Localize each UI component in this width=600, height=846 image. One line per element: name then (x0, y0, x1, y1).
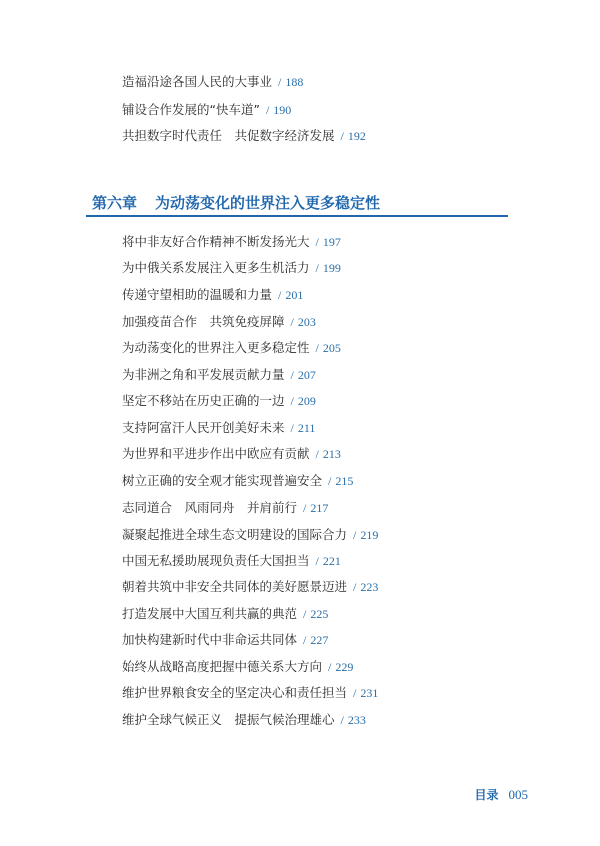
separator: / (328, 474, 332, 488)
toc-entry[interactable] (122, 632, 328, 648)
toc-entry[interactable] (122, 473, 353, 489)
toc-entry-title: 将中非友好合作精神不断发扬光大 (122, 234, 310, 249)
toc-entry-title: 始终从战略高度把握中德关系大方向 (122, 659, 323, 674)
chapter-number: 第六章 (92, 194, 138, 212)
toc-entry-title: 坚定不移站在历史正确的一边 (122, 393, 285, 408)
toc-entry-title: 凝聚起推进全球生态文明建设的国际合力 (122, 527, 348, 542)
separator: / (315, 341, 319, 355)
toc-entry[interactable] (122, 579, 378, 595)
chapter-divider (86, 215, 508, 217)
toc-entry-title: 共担数字时代责任 共促数字经济发展 (122, 128, 335, 143)
toc-entry-page: 227 (310, 633, 329, 647)
toc-entry-page: 190 (273, 103, 292, 117)
toc-entry-page: 192 (347, 129, 366, 143)
separator: / (290, 421, 294, 435)
separator: / (290, 394, 294, 408)
toc-entry-page: 215 (335, 474, 354, 488)
toc-entry-page: 199 (322, 261, 341, 275)
page-number: 005 (508, 787, 528, 802)
separator: / (315, 447, 319, 461)
toc-entry[interactable] (122, 606, 328, 622)
separator: / (340, 129, 344, 143)
footer-label: 目录 (474, 788, 499, 802)
toc-entry-page: 225 (310, 607, 329, 621)
toc-entry-title: 维护全球气候正义 提振气候治理雄心 (122, 712, 335, 727)
toc-entry[interactable] (122, 659, 353, 675)
toc-entry[interactable] (122, 420, 315, 436)
page-footer (474, 786, 528, 803)
toc-entry-page: 217 (310, 501, 329, 515)
toc-entry-page: 229 (335, 660, 354, 674)
toc-entry-title: 中国无私援助展现负责任大国担当 (122, 553, 310, 568)
toc-entry-page: 203 (297, 315, 316, 329)
toc-entry-title: 传递守望相助的温暖和力量 (122, 287, 273, 302)
toc-entry-page: 213 (322, 447, 341, 461)
toc-entry[interactable] (122, 367, 316, 383)
toc-entry-title: 为非洲之角和平发展贡献力量 (122, 367, 285, 382)
toc-entry-page: 221 (322, 554, 341, 568)
toc-entry[interactable] (122, 74, 303, 90)
separator: / (303, 633, 307, 647)
toc-entry-page: 197 (322, 235, 341, 249)
toc-entry-title: 支持阿富汗人民开创美好未来 (122, 420, 285, 435)
separator: / (315, 554, 319, 568)
separator: / (340, 713, 344, 727)
toc-entry-title: 树立正确的安全观才能实现普遍安全 (122, 473, 323, 488)
separator: / (353, 686, 357, 700)
toc-entry[interactable] (122, 102, 291, 118)
separator: / (315, 261, 319, 275)
toc-entry-title: 朝着共筑中非安全共同体的美好愿景迈进 (122, 579, 348, 594)
toc-entry[interactable] (122, 340, 341, 356)
toc-entry-page: 231 (360, 686, 379, 700)
separator: / (353, 528, 357, 542)
toc-entry-title: 维护世界粮食安全的坚定决心和责任担当 (122, 685, 348, 700)
separator: / (290, 368, 294, 382)
chapter-title: 为动荡变化的世界注入更多稳定性 (155, 194, 381, 212)
toc-entry-title: 为动荡变化的世界注入更多稳定性 (122, 340, 310, 355)
toc-entry-title: 加快构建新时代中非命运共同体 (122, 632, 298, 647)
separator: / (265, 103, 270, 117)
toc-entry[interactable] (122, 685, 378, 701)
toc-entry-page: 209 (297, 394, 316, 408)
toc-entry[interactable] (122, 500, 328, 516)
toc-entry-title: 打造发展中大国互利共赢的典范 (122, 606, 298, 621)
toc-entry-page: 233 (347, 713, 366, 727)
toc-entry[interactable] (122, 314, 316, 330)
separator: / (353, 580, 357, 594)
separator: / (290, 315, 294, 329)
separator: / (303, 501, 307, 515)
separator: / (278, 75, 282, 89)
toc-entry-title: 志同道合 风雨同舟 并肩前行 (122, 500, 298, 515)
chapter-heading[interactable] (92, 194, 380, 212)
toc-entry[interactable] (122, 260, 341, 276)
toc-entry-title: 造福沿途各国人民的大事业 (122, 74, 273, 89)
toc-entry-page: 205 (322, 341, 341, 355)
toc-entry-page: 188 (285, 75, 304, 89)
toc-entry-page: 223 (360, 580, 379, 594)
toc-entry-title: 加强疫苗合作 共筑免疫屏障 (122, 314, 285, 329)
toc-entry-page: 207 (297, 368, 316, 382)
toc-entry[interactable] (122, 234, 341, 250)
separator: / (303, 607, 307, 621)
toc-entry[interactable] (122, 446, 341, 462)
toc-entry-title: 铺设合作发展的“快车道” (122, 102, 260, 117)
toc-entry-page: 219 (360, 528, 379, 542)
separator: / (315, 235, 319, 249)
separator: / (328, 660, 332, 674)
toc-entry-page: 211 (297, 421, 316, 435)
toc-entry[interactable] (122, 287, 303, 303)
toc-entry[interactable] (122, 712, 366, 728)
toc-entry[interactable] (122, 553, 341, 569)
toc-entry-title: 为世界和平进步作出中欧应有贡献 (122, 446, 310, 461)
separator: / (278, 288, 282, 302)
toc-entry-page: 201 (285, 288, 304, 302)
toc-entry[interactable] (122, 393, 316, 409)
toc-entry[interactable] (122, 128, 366, 144)
toc-entry-title: 为中俄关系发展注入更多生机活力 (122, 260, 310, 275)
toc-entry[interactable] (122, 527, 378, 543)
